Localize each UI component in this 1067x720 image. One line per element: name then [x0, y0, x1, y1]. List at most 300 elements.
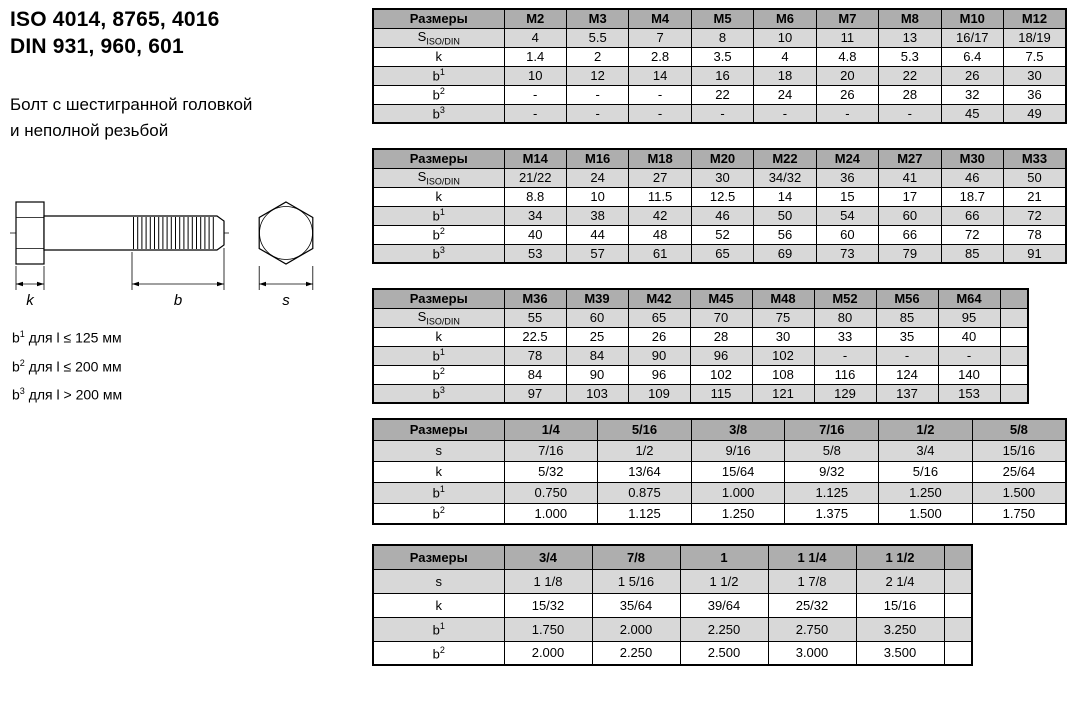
value-cell: 75 — [752, 308, 814, 327]
value-cell: 115 — [690, 384, 752, 403]
value-cell: 15/64 — [691, 461, 785, 482]
title-line-iso: ISO 4014, 8765, 4016 — [10, 8, 220, 31]
size-col-header: M39 — [566, 289, 628, 308]
value-cell: 21 — [1004, 187, 1067, 206]
value-cell: 44 — [566, 225, 628, 244]
row-label: $b^3$ — [373, 384, 504, 403]
value-cell: 1 1/8 — [504, 569, 592, 593]
dim-label-k: k — [26, 292, 34, 309]
value-cell: - — [938, 346, 1000, 365]
value-cell: 1.125 — [785, 482, 879, 503]
value-cell: 1.000 — [691, 482, 785, 503]
metric-table-m2-m12 — [372, 8, 1067, 124]
size-col-header: M8 — [879, 9, 941, 28]
value-cell: 1.250 — [879, 482, 973, 503]
table-header-row — [373, 289, 1028, 308]
dim-label-b: b — [173, 292, 183, 309]
value-cell: 1 1/2 — [680, 569, 768, 593]
row-label: $b^1$ — [373, 66, 504, 85]
note-b1-symbol: b — [12, 329, 20, 346]
value-cell: 0.875 — [598, 482, 692, 503]
empty-cell — [944, 641, 972, 665]
value-cell: 18 — [754, 66, 816, 85]
spec-row — [373, 187, 1066, 206]
value-cell: 45 — [941, 104, 1003, 123]
value-cell: 2.8 — [629, 47, 691, 66]
value-cell: 11 — [816, 28, 878, 47]
empty-cell — [944, 593, 972, 617]
value-cell: 6.4 — [941, 47, 1003, 66]
value-cell: 4 — [754, 47, 816, 66]
value-cell: 15/32 — [504, 593, 592, 617]
metric-table-m36-m64 — [372, 288, 1029, 404]
size-col-header: M30 — [941, 149, 1003, 168]
value-cell: 5.3 — [879, 47, 941, 66]
size-col-header: M52 — [814, 289, 876, 308]
value-cell: 97 — [504, 384, 566, 403]
value-cell: 2 1/4 — [856, 569, 944, 593]
value-cell: 129 — [814, 384, 876, 403]
value-cell: 49 — [1004, 104, 1067, 123]
value-cell: 80 — [814, 308, 876, 327]
value-cell: 84 — [504, 365, 566, 384]
size-col-header: M7 — [816, 9, 878, 28]
value-cell: 95 — [938, 308, 1000, 327]
value-cell: 10 — [566, 187, 628, 206]
sizes-corner-header: Размеры — [373, 545, 504, 569]
value-cell: 2.500 — [680, 641, 768, 665]
spec-row — [373, 503, 1066, 524]
empty-cell — [944, 569, 972, 593]
value-cell: 15 — [816, 187, 878, 206]
value-cell: 53 — [504, 244, 566, 263]
value-cell: 4.8 — [816, 47, 878, 66]
row-label: $b^2$ — [373, 641, 504, 665]
size-col-header: M6 — [754, 9, 816, 28]
spec-row — [373, 308, 1028, 327]
value-cell: 17 — [879, 187, 941, 206]
value-cell: 9/16 — [691, 440, 785, 461]
value-cell: 102 — [690, 365, 752, 384]
page-title — [10, 6, 370, 60]
sizes-corner-header: Размеры — [373, 419, 504, 440]
size-col-header: 7/16 — [785, 419, 879, 440]
value-cell: 8 — [691, 28, 753, 47]
value-cell: 15/16 — [856, 593, 944, 617]
value-cell: 26 — [941, 66, 1003, 85]
value-cell: - — [876, 346, 938, 365]
value-cell: 39/64 — [680, 593, 768, 617]
value-cell: - — [566, 104, 628, 123]
bolt-head-side — [16, 202, 44, 264]
value-cell: 72 — [1004, 206, 1067, 225]
size-col-header: 5/16 — [598, 419, 692, 440]
value-cell: 13/64 — [598, 461, 692, 482]
row-label: $b^2$ — [373, 225, 504, 244]
note-b3-sup: 3 — [19, 386, 25, 397]
row-label: k — [373, 327, 504, 346]
spec-row — [373, 85, 1066, 104]
value-cell: 1.500 — [879, 503, 973, 524]
size-col-header: M16 — [566, 149, 628, 168]
value-cell: 61 — [629, 244, 691, 263]
row-label: $S_{ISO/DIN}$ — [373, 28, 504, 47]
value-cell: 116 — [814, 365, 876, 384]
spec-row — [373, 244, 1066, 263]
value-cell: 9/32 — [785, 461, 879, 482]
value-cell: 11.5 — [629, 187, 691, 206]
value-cell: 14 — [754, 187, 816, 206]
spec-row — [373, 384, 1028, 403]
size-col-header: M18 — [629, 149, 691, 168]
row-label: $b^2$ — [373, 365, 504, 384]
spec-row — [373, 617, 972, 641]
title-line-din: DIN 931, 960, 601 — [10, 35, 184, 58]
value-cell: 16/17 — [941, 28, 1003, 47]
spec-row — [373, 365, 1028, 384]
size-col-header: M3 — [566, 9, 628, 28]
value-cell: 1.375 — [785, 503, 879, 524]
size-col-header: 5/8 — [972, 419, 1066, 440]
value-cell: 40 — [938, 327, 1000, 346]
value-cell: 8.8 — [504, 187, 566, 206]
value-cell: 90 — [628, 346, 690, 365]
spec-row — [373, 346, 1028, 365]
note-b3 — [12, 379, 122, 408]
value-cell: 35/64 — [592, 593, 680, 617]
size-col-header: M27 — [879, 149, 941, 168]
size-col-header: 1/4 — [504, 419, 598, 440]
value-cell: 96 — [690, 346, 752, 365]
value-cell: 65 — [691, 244, 753, 263]
value-cell: 26 — [628, 327, 690, 346]
table-header-row — [373, 545, 972, 569]
empty-cell — [1000, 327, 1028, 346]
value-cell: 46 — [941, 168, 1003, 187]
value-cell: 1.250 — [691, 503, 785, 524]
value-cell: - — [629, 85, 691, 104]
value-cell: 1/2 — [598, 440, 692, 461]
value-cell: 7/16 — [504, 440, 598, 461]
row-label: $b^1$ — [373, 346, 504, 365]
note-b1-text: для l ≤ 125 мм — [24, 329, 122, 346]
inch-table-quarter-to-five-eighths — [372, 418, 1067, 525]
value-cell: 54 — [816, 206, 878, 225]
value-cell: 1.4 — [504, 47, 566, 66]
size-col-header: 3/8 — [691, 419, 785, 440]
value-cell: 18.7 — [941, 187, 1003, 206]
size-col-header: 3/4 — [504, 545, 592, 569]
spec-row — [373, 440, 1066, 461]
table-header-row — [373, 9, 1066, 28]
row-label: $b^2$ — [373, 503, 504, 524]
size-col-header: M48 — [752, 289, 814, 308]
empty-header-cell — [1000, 289, 1028, 308]
size-col-header: M22 — [754, 149, 816, 168]
value-cell: 22 — [691, 85, 753, 104]
spec-row — [373, 66, 1066, 85]
value-cell: 3.250 — [856, 617, 944, 641]
subtitle-line-1: Болт с шестигранной головкой — [10, 95, 253, 114]
row-label: k — [373, 461, 504, 482]
value-cell: - — [566, 85, 628, 104]
value-cell: 28 — [879, 85, 941, 104]
value-cell: 41 — [879, 168, 941, 187]
value-cell: 2 — [566, 47, 628, 66]
value-cell: 2.750 — [768, 617, 856, 641]
size-col-header: 1 1/2 — [856, 545, 944, 569]
size-col-header: M36 — [504, 289, 566, 308]
value-cell: - — [504, 104, 566, 123]
bolt-drawing-svg — [10, 192, 355, 310]
value-cell: - — [504, 85, 566, 104]
dim-label-s: s — [282, 292, 290, 309]
value-cell: 18/19 — [1004, 28, 1067, 47]
value-cell: 36 — [1004, 85, 1067, 104]
value-cell: 30 — [752, 327, 814, 346]
value-cell: 30 — [691, 168, 753, 187]
value-cell: - — [879, 104, 941, 123]
value-cell: 27 — [629, 168, 691, 187]
value-cell: 33 — [814, 327, 876, 346]
value-cell: 24 — [566, 168, 628, 187]
value-cell: 60 — [816, 225, 878, 244]
value-cell: 60 — [879, 206, 941, 225]
tables-column — [372, 8, 1067, 666]
value-cell: 12 — [566, 66, 628, 85]
value-cell: 7.5 — [1004, 47, 1067, 66]
value-cell: 32 — [941, 85, 1003, 104]
value-cell: 28 — [690, 327, 752, 346]
dimension-k — [16, 266, 44, 290]
empty-header-cell — [944, 545, 972, 569]
note-b2-sup: 2 — [19, 357, 25, 368]
value-cell: 13 — [879, 28, 941, 47]
value-cell: 1.500 — [972, 482, 1066, 503]
value-cell: 102 — [752, 346, 814, 365]
value-cell: 25 — [566, 327, 628, 346]
value-cell: 55 — [504, 308, 566, 327]
value-cell: 91 — [1004, 244, 1067, 263]
value-cell: 42 — [629, 206, 691, 225]
value-cell: 2.250 — [592, 641, 680, 665]
value-cell: 57 — [566, 244, 628, 263]
value-cell: 38 — [566, 206, 628, 225]
row-label: s — [373, 569, 504, 593]
value-cell: 35 — [876, 327, 938, 346]
value-cell: 153 — [938, 384, 1000, 403]
empty-cell — [944, 617, 972, 641]
value-cell: 50 — [754, 206, 816, 225]
value-cell: 66 — [879, 225, 941, 244]
value-cell: 1.000 — [504, 503, 598, 524]
value-cell: 5/32 — [504, 461, 598, 482]
size-col-header: M4 — [629, 9, 691, 28]
dimension-b — [132, 248, 224, 290]
note-b3-symbol: b — [12, 386, 20, 403]
value-cell: 48 — [629, 225, 691, 244]
value-cell: 30 — [1004, 66, 1067, 85]
size-col-header: M64 — [938, 289, 1000, 308]
value-cell: 66 — [941, 206, 1003, 225]
value-cell: 4 — [504, 28, 566, 47]
value-cell: 10 — [754, 28, 816, 47]
bolt-drawing — [10, 192, 355, 315]
note-b2 — [12, 351, 122, 380]
value-cell: 85 — [876, 308, 938, 327]
size-col-header: 7/8 — [592, 545, 680, 569]
table-header-row — [373, 149, 1066, 168]
value-cell: 2.250 — [680, 617, 768, 641]
size-col-header: M45 — [690, 289, 752, 308]
size-col-header: 1/2 — [879, 419, 973, 440]
value-cell: 40 — [504, 225, 566, 244]
value-cell: 5/8 — [785, 440, 879, 461]
value-cell: 85 — [941, 244, 1003, 263]
sizes-corner-header: Размеры — [373, 289, 504, 308]
value-cell: 52 — [691, 225, 753, 244]
value-cell: 25/32 — [768, 593, 856, 617]
row-label: k — [373, 187, 504, 206]
row-label: $S_{ISO/DIN}$ — [373, 308, 504, 327]
subtitle-line-2: и неполной резьбой — [10, 121, 169, 140]
value-cell: - — [754, 104, 816, 123]
value-cell: 121 — [752, 384, 814, 403]
value-cell: 26 — [816, 85, 878, 104]
dimension-s — [259, 266, 313, 290]
value-cell: 5/16 — [879, 461, 973, 482]
value-cell: - — [691, 104, 753, 123]
size-col-header: M33 — [1004, 149, 1067, 168]
spec-row — [373, 461, 1066, 482]
size-col-header: M12 — [1004, 9, 1067, 28]
row-label: k — [373, 47, 504, 66]
value-cell: 84 — [566, 346, 628, 365]
value-cell: 103 — [566, 384, 628, 403]
row-label: $b^1$ — [373, 206, 504, 225]
value-cell: 137 — [876, 384, 938, 403]
empty-cell — [1000, 384, 1028, 403]
note-b1-sup: 1 — [19, 329, 25, 339]
row-label: $b^3$ — [373, 104, 504, 123]
value-cell: 1 7/8 — [768, 569, 856, 593]
note-b1 — [12, 322, 122, 351]
value-cell: 24 — [754, 85, 816, 104]
spec-row — [373, 482, 1066, 503]
value-cell: 1 5/16 — [592, 569, 680, 593]
spec-row — [373, 641, 972, 665]
table-header-row — [373, 419, 1066, 440]
value-cell: 3.500 — [856, 641, 944, 665]
value-cell: 73 — [816, 244, 878, 263]
value-cell: 12.5 — [691, 187, 753, 206]
row-label: s — [373, 440, 504, 461]
size-col-header: M2 — [504, 9, 566, 28]
spec-row — [373, 569, 972, 593]
spec-row — [373, 104, 1066, 123]
bolt-head-top — [259, 202, 313, 264]
value-cell: 22.5 — [504, 327, 566, 346]
value-cell: - — [629, 104, 691, 123]
value-cell: - — [816, 104, 878, 123]
inch-table-three-quarters-to-one-half — [372, 544, 973, 666]
value-cell: 96 — [628, 365, 690, 384]
value-cell: 5.5 — [566, 28, 628, 47]
size-col-header: M24 — [816, 149, 878, 168]
size-col-header: M56 — [876, 289, 938, 308]
empty-cell — [1000, 308, 1028, 327]
value-cell: 90 — [566, 365, 628, 384]
size-col-header: M10 — [941, 9, 1003, 28]
value-cell: 108 — [752, 365, 814, 384]
value-cell: 124 — [876, 365, 938, 384]
value-cell: 20 — [816, 66, 878, 85]
empty-cell — [1000, 365, 1028, 384]
value-cell: 109 — [628, 384, 690, 403]
value-cell: 3.000 — [768, 641, 856, 665]
value-cell: 56 — [754, 225, 816, 244]
note-b3-text: для l > 200 мм — [24, 386, 123, 403]
value-cell: 3.5 — [691, 47, 753, 66]
value-cell: 22 — [879, 66, 941, 85]
spec-row — [373, 206, 1066, 225]
value-cell: 36 — [816, 168, 878, 187]
value-cell: 1.750 — [972, 503, 1066, 524]
metric-table-m14-m33 — [372, 148, 1067, 264]
row-label: k — [373, 593, 504, 617]
left-panel — [10, 6, 370, 403]
row-label: $b^3$ — [373, 244, 504, 263]
value-cell: 72 — [941, 225, 1003, 244]
value-cell: 1.125 — [598, 503, 692, 524]
value-cell: 21/22 — [504, 168, 566, 187]
value-cell: 34 — [504, 206, 566, 225]
value-cell: 2.000 — [592, 617, 680, 641]
size-col-header: 1 1/4 — [768, 545, 856, 569]
value-cell: 50 — [1004, 168, 1067, 187]
sizes-corner-header: Размеры — [373, 9, 504, 28]
spec-row — [373, 327, 1028, 346]
size-col-header: M42 — [628, 289, 690, 308]
note-b2-text: для l ≤ 200 мм — [24, 358, 122, 375]
row-label: $b^1$ — [373, 617, 504, 641]
spec-row — [373, 28, 1066, 47]
value-cell: 34/32 — [754, 168, 816, 187]
value-cell: 79 — [879, 244, 941, 263]
size-col-header: M5 — [691, 9, 753, 28]
value-cell: 78 — [504, 346, 566, 365]
note-b2-symbol: b — [12, 358, 20, 375]
size-col-header: M20 — [691, 149, 753, 168]
spec-row — [373, 168, 1066, 187]
value-cell: 15/16 — [972, 440, 1066, 461]
value-cell: 46 — [691, 206, 753, 225]
value-cell: 7 — [629, 28, 691, 47]
row-label: $b^1$ — [373, 482, 504, 503]
value-cell: 60 — [566, 308, 628, 327]
row-label: $b^2$ — [373, 85, 504, 104]
spec-row — [373, 225, 1066, 244]
spec-row — [373, 47, 1066, 66]
size-col-header: M14 — [504, 149, 566, 168]
value-cell: 78 — [1004, 225, 1067, 244]
empty-cell — [1000, 346, 1028, 365]
value-cell: 140 — [938, 365, 1000, 384]
value-cell: 2.000 — [504, 641, 592, 665]
value-cell: 3/4 — [879, 440, 973, 461]
value-cell: - — [814, 346, 876, 365]
size-col-header: 1 — [680, 545, 768, 569]
